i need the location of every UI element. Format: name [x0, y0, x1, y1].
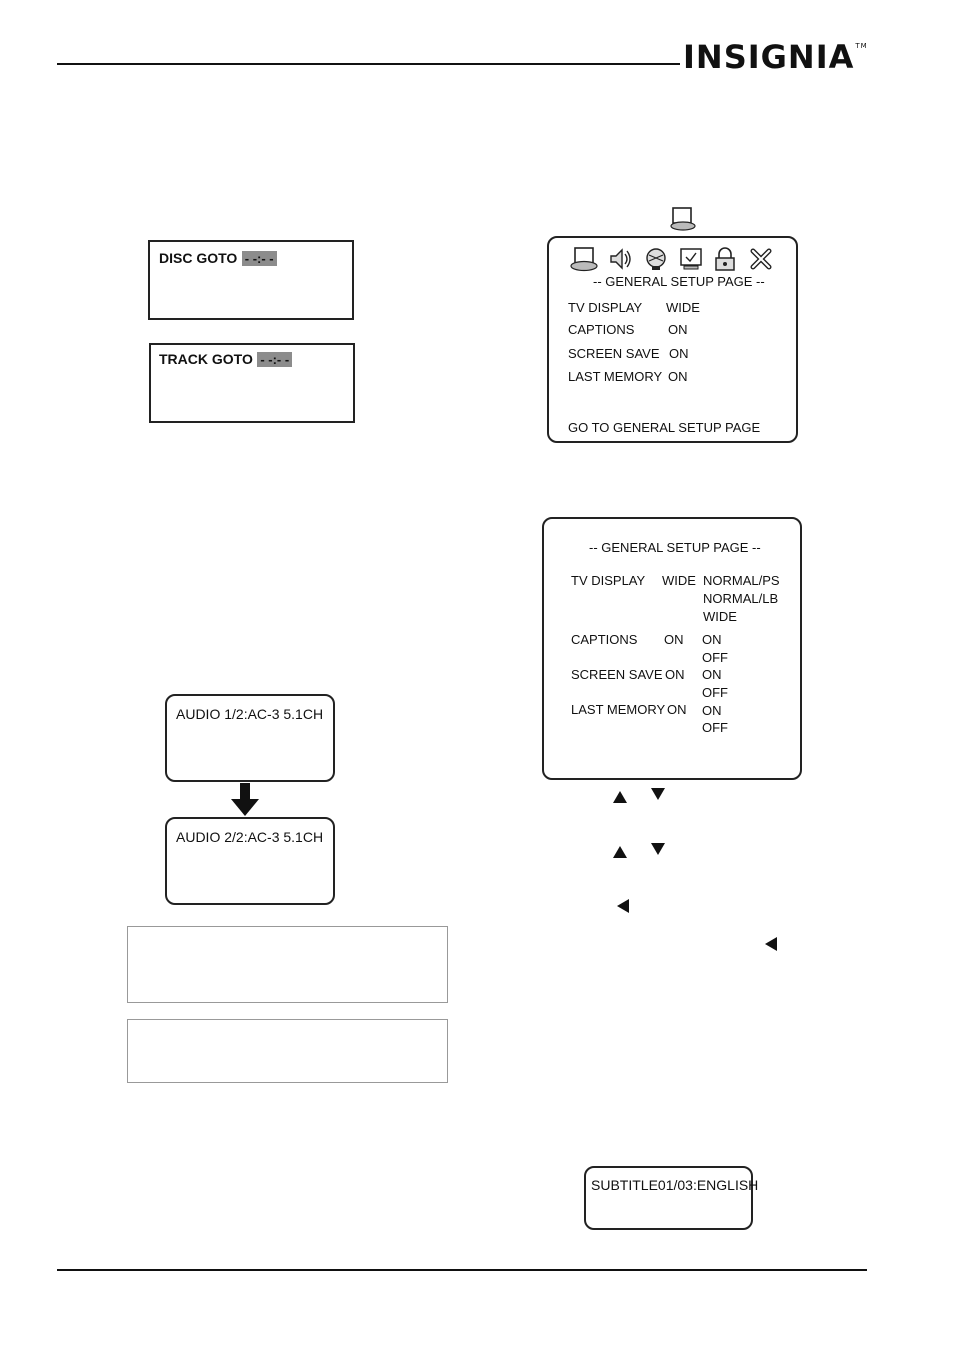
setup-row-screen-save-label: SCREEN SAVE: [568, 346, 660, 361]
option-screen-save-choice: ON: [702, 667, 722, 682]
up-arrow-icon: [612, 790, 628, 804]
track-goto-time: - -:- -: [257, 352, 292, 367]
option-last-memory-choice: ON: [702, 703, 722, 718]
option-tv-display-choice: NORMAL/PS: [703, 573, 780, 588]
left-arrow-icon: [616, 898, 630, 914]
option-last-memory-value: ON: [667, 702, 687, 717]
lock-icon: [713, 246, 737, 272]
setup-row-captions-label: CAPTIONS: [568, 322, 635, 337]
option-captions-value: ON: [664, 632, 684, 647]
video-setup-icon: [678, 246, 704, 272]
subtitle-screen: [584, 1166, 759, 1230]
option-captions-choice: OFF: [702, 650, 728, 665]
disc-goto-screen: [148, 240, 354, 320]
general-setup-menu: [547, 236, 798, 443]
audio-track-1: AUDIO 1/2:AC-3 5.1CH: [176, 706, 324, 722]
setup-row-tv-display-value: WIDE: [666, 300, 700, 315]
down-arrow-icon: [650, 842, 666, 856]
setup-menu-footer: GO TO GENERAL SETUP PAGE: [568, 420, 761, 435]
option-tv-display-value: WIDE: [662, 573, 696, 588]
disc-goto-time: - -:- -: [242, 251, 277, 266]
disc-goto-label: DISC GOTO: [159, 250, 238, 266]
note-box-2: [127, 1019, 448, 1083]
option-tv-display-choice: WIDE: [703, 609, 737, 624]
option-screen-save-value: ON: [665, 667, 685, 682]
exit-icon: [749, 246, 773, 272]
setup-row-last-memory-value: ON: [668, 369, 688, 384]
options-title: -- GENERAL SETUP PAGE --: [589, 540, 761, 555]
option-screen-save-choice: OFF: [702, 685, 728, 700]
brand-name: INSIGNIA: [683, 38, 855, 76]
trademark: TM: [855, 42, 868, 50]
track-goto-screen: [149, 343, 355, 423]
option-last-memory-label: LAST MEMORY: [571, 702, 666, 717]
setup-icon-bar: [569, 246, 779, 272]
general-setup-icon: [569, 246, 599, 272]
general-setup-options: [542, 517, 802, 780]
option-captions-choice: ON: [702, 632, 722, 647]
setup-menu-title: -- GENERAL SETUP PAGE --: [593, 274, 765, 289]
option-captions-label: CAPTIONS: [571, 632, 638, 647]
option-tv-display-label: TV DISPLAY: [571, 573, 646, 588]
setup-row-captions-value: ON: [668, 322, 688, 337]
up-arrow-icon: [612, 845, 628, 859]
brand-logo: [683, 38, 868, 76]
audio-screen-1: [165, 694, 335, 782]
setup-row-tv-display-label: TV DISPLAY: [568, 300, 643, 315]
audio-screen-2: [165, 817, 335, 905]
option-tv-display-choice: NORMAL/LB: [703, 591, 779, 606]
setup-row-last-memory-label: LAST MEMORY: [568, 369, 663, 384]
arrow-down-icon: [231, 783, 259, 817]
option-last-memory-choice: OFF: [702, 720, 728, 735]
option-screen-save-label: SCREEN SAVE: [571, 667, 663, 682]
footer-rule: [57, 1269, 867, 1271]
setup-row-screen-save-value: ON: [669, 346, 689, 361]
audio-track-2: AUDIO 2/2:AC-3 5.1CH: [176, 829, 324, 845]
speaker-setup-icon: [607, 246, 633, 272]
header-rule: [57, 63, 680, 65]
down-arrow-icon: [650, 787, 666, 801]
left-arrow-icon: [764, 936, 778, 952]
audio-setup-icon: [643, 246, 669, 272]
setup-button-icon: [670, 205, 696, 231]
note-box-1: [127, 926, 448, 1003]
subtitle-text: SUBTITLE01/03:ENGLISH: [591, 1177, 759, 1193]
track-goto-label: TRACK GOTO: [159, 351, 253, 367]
